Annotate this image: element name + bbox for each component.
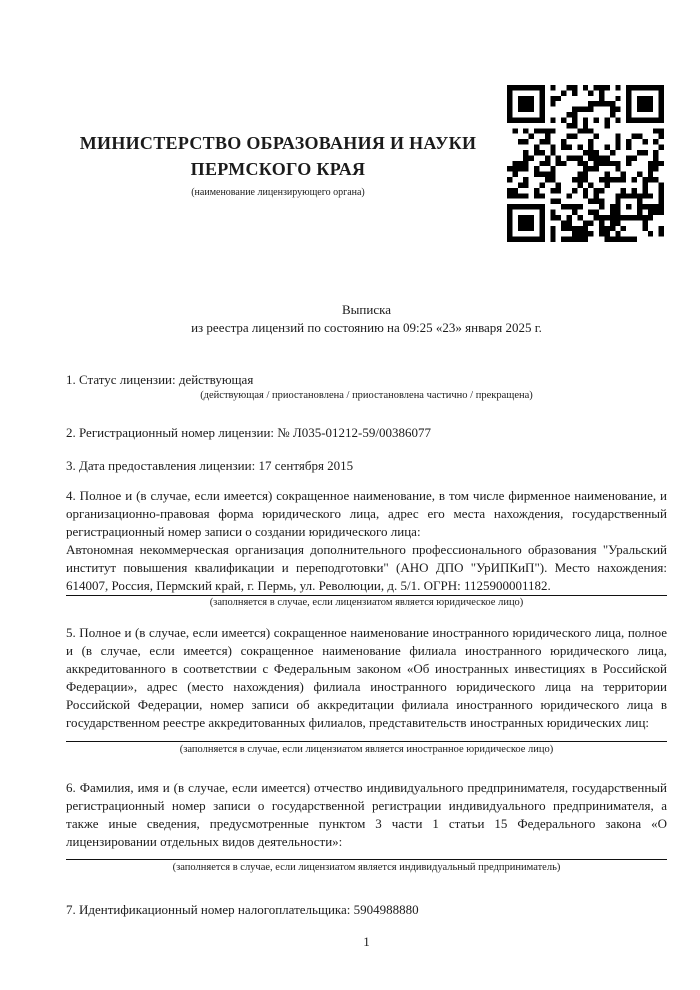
section-inn — [66, 901, 667, 919]
entrepreneur-label: 6. Фамилия, имя и (в случае, если имеется) отчество индивидуального предпринимателя, государственный регистрационный номер записи о государственной регистрации индивидуального предпринимателя, а также иные сведения, предусмотренные пунктом 3 части 1 статьи 15 Федерального закона «О лицензировании отдельных видов деятельности»: — [66, 780, 667, 849]
section-registration-number — [66, 424, 667, 442]
grant-date-text: 3. Дата предоставления лицензии: 17 сентября 2015 — [66, 458, 354, 473]
license-status-caption: (действующая / приостановлена / приостановлена частично / прекращена) — [200, 390, 533, 401]
ministry-name — [66, 130, 490, 182]
foreign-entity-label: 5. Полное и (в случае, если имеется) сокращенное наименование иностранного юридического лица, полное и (в случае, если имеется) сокращенное наименование филиала иностранного юридического лица, аккредитованного в соответствии с Федеральным законом «Об иностранных инвестициях в Российской Федерации», адрес (место нахождения) филиала иностранного юридического лица на территории Российской Федерации, номер записи об аккредитации филиала иностранного юридического лица в государственном реестре аккредитованных филиалов, представительств иностранных юридических лиц: — [66, 625, 667, 730]
ministry-name-line1: МИНИСТЕРСТВО ОБРАЗОВАНИЯ И НАУКИ — [79, 133, 477, 153]
entrepreneur-caption: (заполняется в случае, если лицензиатом является индивидуальный предприниматель) — [172, 862, 561, 873]
section-legal-entity — [66, 487, 667, 610]
licensing-authority-block — [66, 0, 490, 199]
document-title-line2: из реестра лицензий по состоянию на 09:25 «23» января 2025 г. — [191, 320, 542, 335]
legal-entity-label: 4. Полное и (в случае, если имеется) сокращенное наименование, в том числе фирменное наименование, и организационно-правовая форма юридического лица, адрес его места нахождения, государственный регистрационный номер записи о создании юридического лица: — [66, 488, 667, 539]
section-grant-date — [66, 457, 667, 475]
ministry-name-line2: ПЕРМСКОГО КРАЯ — [190, 159, 366, 179]
inn-text: 7. Идентификационный номер налогоплательщика: 5904988880 — [66, 902, 419, 917]
document-title — [66, 301, 667, 337]
document-header — [66, 0, 667, 199]
license-status-text: 1. Статус лицензии: действующая — [66, 372, 254, 387]
legal-entity-value: Автономная некоммерческая организация дополнительного профессионального образования "Уральский институт повышения квалификации и переподготовки" (АНО ДПО "УрИПКиП"). Место нахождения: 614007, Россия, Пермский край, г. Пермь, ул. Революции, д. 5/1. ОГРН: 1125900001182. — [66, 541, 667, 596]
registration-number-text: 2. Регистрационный номер лицензии: № Л035-01212-59/00386077 — [66, 425, 432, 440]
legal-entity-caption: (заполняется в случае, если лицензиатом является юридическое лицо) — [209, 597, 524, 608]
section-foreign-entity — [66, 624, 667, 757]
qr-code — [507, 85, 664, 242]
page-number: 1 — [363, 934, 370, 949]
section-entrepreneur — [66, 779, 667, 875]
foreign-entity-caption: (заполняется в случае, если лицензиатом является иностранное юридическое лицо) — [179, 744, 554, 755]
section-license-status — [66, 371, 667, 403]
ministry-name-caption: (наименование лицензирующего органа) — [191, 187, 365, 198]
document-title-line1: Выписка — [342, 302, 391, 317]
foreign-entity-blank-field — [66, 732, 667, 742]
entrepreneur-blank-field — [66, 851, 667, 860]
